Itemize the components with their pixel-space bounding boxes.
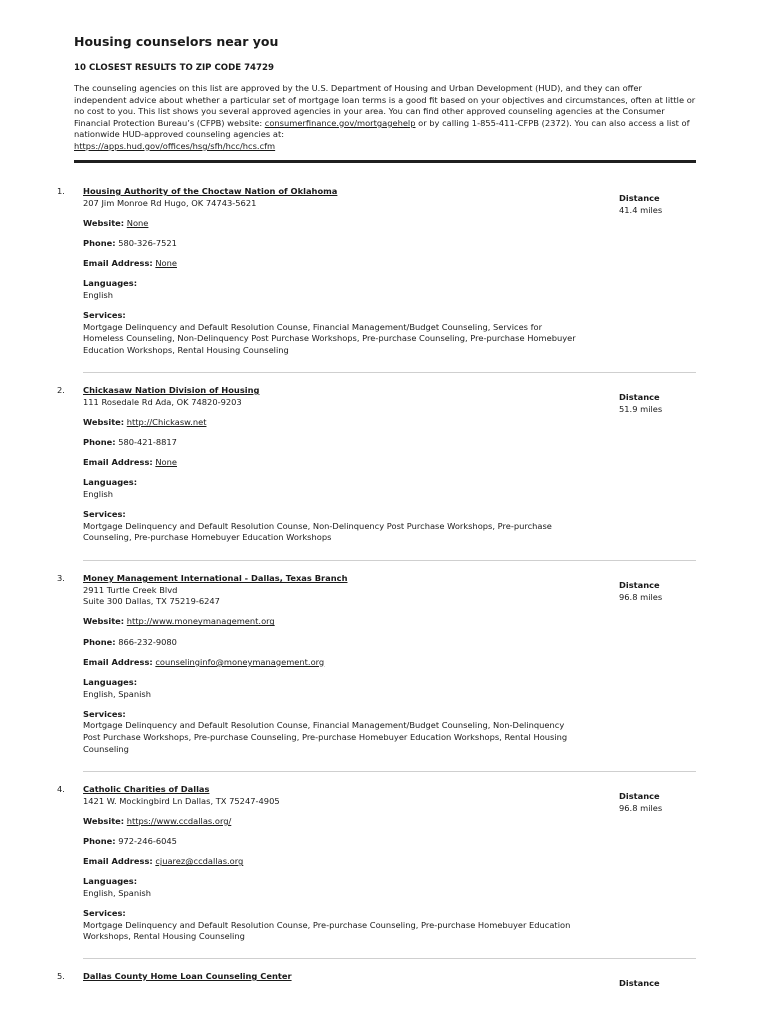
website-label: Website:	[83, 815, 125, 826]
services-value: Mortgage Delinquency and Default Resolution Counse, Non-Delinquency Post Purchase Workshops, Pre-purchase Counseling, Pre-purchase Homebuyer Education Workshops	[83, 520, 552, 543]
phone-field	[83, 238, 583, 250]
services-label: Services:	[83, 908, 126, 919]
page-title: Housing counselors near you	[74, 34, 279, 49]
distance-block	[619, 193, 709, 216]
languages-field	[83, 677, 583, 700]
email-field	[83, 657, 583, 669]
phone-label: Phone:	[83, 835, 116, 846]
intro-text-2: or by calling 1-855-411-CFPB (2372). You can also access a list of nationwide HUD-approved counseling agencies at:	[74, 117, 690, 140]
distance-block	[619, 580, 709, 603]
entry-divider	[83, 372, 696, 373]
agency-name-link[interactable]: Housing Authority of the Choctaw Nation of Oklahoma	[83, 186, 338, 196]
entry-number: 5.	[57, 971, 65, 981]
email-field	[83, 457, 583, 469]
phone-value: 972-246-6045	[118, 835, 177, 846]
languages-label: Languages:	[83, 876, 138, 887]
website-label: Website:	[83, 416, 125, 427]
distance-label: Distance	[619, 193, 660, 203]
services-label: Services:	[83, 509, 126, 520]
agency-name-link[interactable]: Chickasaw Nation Division of Housing	[83, 385, 260, 395]
languages-value: English, Spanish	[83, 688, 151, 699]
email-link[interactable]: None	[155, 457, 177, 468]
services-label: Services:	[83, 310, 126, 321]
distance-value: 96.8 miles	[619, 802, 663, 813]
website-link[interactable]: https://www.ccdallas.org/	[126, 815, 232, 826]
services-value: Mortgage Delinquency and Default Resolution Counse, Pre-purchase Counseling, Pre-purchase Homebuyer Education Workshops, Rental Housing Counseling	[83, 919, 571, 942]
email-field	[83, 258, 583, 270]
entry-divider	[83, 771, 696, 772]
distance-value: 41.4 miles	[619, 204, 663, 215]
languages-field	[83, 477, 583, 500]
distance-value: 96.8 miles	[619, 591, 663, 602]
phone-field	[83, 437, 583, 449]
cfpb-link[interactable]: consumerfinance.gov/mortgagehelp	[264, 117, 416, 128]
email-link[interactable]: None	[155, 258, 177, 269]
phone-value: 866-232-9080	[118, 636, 177, 647]
agency-address: 1421 W. Mockingbird Ln Dallas, TX 75247-4905	[83, 795, 280, 806]
website-link[interactable]: http://www.moneymanagement.org	[126, 616, 275, 627]
distance-label: Distance	[619, 580, 660, 590]
languages-label: Languages:	[83, 676, 138, 687]
languages-field	[83, 278, 583, 301]
distance-block	[619, 392, 709, 415]
phone-field	[83, 637, 583, 649]
distance-block	[619, 978, 709, 990]
website-label: Website:	[83, 217, 125, 228]
entry-number: 3.	[57, 573, 65, 583]
services-field	[83, 709, 583, 755]
phone-value: 580-421-8817	[118, 436, 177, 447]
phone-field	[83, 836, 583, 848]
services-field	[83, 310, 583, 356]
distance-value: 51.9 miles	[619, 403, 663, 414]
agency-name-link[interactable]: Money Management International - Dallas, Texas Branch	[83, 573, 348, 583]
website-field	[83, 816, 583, 828]
distance-label: Distance	[619, 791, 660, 801]
languages-value: English, Spanish	[83, 887, 151, 898]
agency-address: 111 Rosedale Rd Ada, OK 74820-9203	[83, 396, 242, 407]
phone-value: 580-326-7521	[118, 237, 177, 248]
entry-divider	[83, 560, 696, 561]
website-field	[83, 218, 583, 230]
distance-block	[619, 791, 709, 814]
email-link[interactable]: cjuarez@ccdallas.org	[155, 856, 244, 867]
email-label: Email Address:	[83, 258, 153, 269]
languages-field	[83, 876, 583, 899]
services-field	[83, 509, 583, 544]
entry-divider	[83, 958, 696, 959]
entry-number: 2.	[57, 385, 65, 395]
website-field	[83, 616, 583, 628]
agency-address-line1: 2911 Turtle Creek Blvd	[83, 584, 178, 595]
phone-label: Phone:	[83, 436, 116, 447]
services-value: Mortgage Delinquency and Default Resolution Counse, Financial Management/Budget Counseling, Non-Delinquency Post Purchase Workshops, Pre-purchase Counseling, Pre-purchase Homebuyer Education Workshops, Rental Housing Counseling	[83, 720, 568, 754]
agency-name-link[interactable]: Catholic Charities of Dallas	[83, 784, 210, 794]
email-label: Email Address:	[83, 856, 153, 867]
services-field	[83, 908, 583, 943]
website-field	[83, 417, 583, 429]
website-link[interactable]: None	[126, 217, 149, 228]
languages-value: English	[83, 488, 113, 499]
hud-link[interactable]: https://apps.hud.gov/offices/hsg/sfh/hcc/hcs.cfm	[74, 140, 276, 151]
email-label: Email Address:	[83, 656, 153, 667]
intro-text-1: The counseling agencies on this list are approved by the U.S. Department of Housing and Urban Development (HUD), and they can offer independent advice about whether a particular set of mortgage loan terms is a good fit based on your objectives and circumstances, often at little or no cost to you. This list shows you several approved agencies in your area. You can find other approved counseling agencies at the Consumer Financial Protection Bureau’s (CFPB) website:	[74, 83, 696, 128]
languages-label: Languages:	[83, 278, 138, 289]
website-label: Website:	[83, 616, 125, 627]
distance-label: Distance	[619, 978, 660, 988]
agency-address: 207 Jim Monroe Rd Hugo, OK 74743-5621	[83, 197, 257, 208]
website-link[interactable]: http://Chickasw.net	[126, 416, 207, 427]
intro-paragraph	[74, 83, 696, 153]
agency-address-line2: Suite 300 Dallas, TX 75219-6247	[83, 596, 220, 607]
results-heading: 10 CLOSEST RESULTS TO ZIP CODE 74729	[74, 63, 274, 73]
distance-label: Distance	[619, 392, 660, 402]
services-label: Services:	[83, 708, 126, 719]
phone-label: Phone:	[83, 237, 116, 248]
header-divider	[74, 160, 696, 163]
entry-number: 4.	[57, 784, 65, 794]
email-label: Email Address:	[83, 457, 153, 468]
email-link[interactable]: counselinginfo@moneymanagement.org	[155, 656, 325, 667]
languages-label: Languages:	[83, 477, 138, 488]
languages-value: English	[83, 289, 113, 300]
entry-number: 1.	[57, 186, 65, 196]
agency-name-link[interactable]: Dallas County Home Loan Counseling Center	[83, 971, 292, 981]
email-field	[83, 856, 583, 868]
phone-label: Phone:	[83, 636, 116, 647]
services-value: Mortgage Delinquency and Default Resolution Counse, Financial Management/Budget Counseling, Services for Homeless Counseling, Non-Delinquency Post Purchase Workshops, Pre-purchase Counseling, Pre-purchase Homebuyer Education Workshops, Rental Housing Counseling	[83, 321, 576, 355]
